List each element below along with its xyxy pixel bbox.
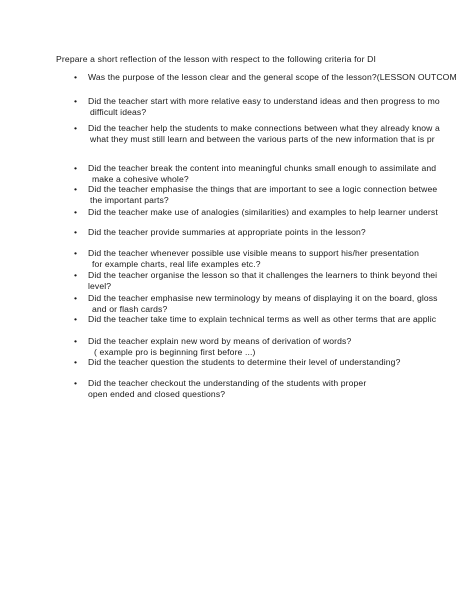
criteria-question: Did the teacher explain new word by means of derivation of words? (88, 336, 352, 346)
criteria-question: Did the teacher break the content into meaningful chunks small enough to assimilate and (88, 163, 437, 173)
bullet-icon: • (74, 270, 78, 280)
criteria-question: Did the teacher question the students to determine their level of understanding? (88, 357, 401, 367)
criteria-item (0, 72, 474, 83)
bullet-icon: • (74, 293, 78, 303)
criteria-question-continuation: difficult ideas? (90, 106, 147, 117)
criteria-item (0, 357, 474, 368)
intro-text: Prepare a short reflection of the lesson with respect to the following criteria for DI (56, 54, 377, 64)
bullet-icon: • (74, 314, 78, 324)
criteria-question-continuation: and or flash cards? (92, 303, 168, 314)
bullet-icon: • (74, 378, 78, 388)
criteria-item (0, 248, 474, 269)
bullet-icon: • (74, 336, 78, 346)
criteria-question-continuation: ( example pro is beginning first before ...) (94, 346, 256, 357)
criteria-question: Did the teacher emphasise new terminology by means of displaying it on the board, gloss (88, 293, 438, 303)
criteria-item (0, 314, 474, 325)
criteria-question-continuation: the important parts? (90, 194, 169, 205)
criteria-item (0, 184, 474, 205)
criteria-item (0, 123, 474, 144)
criteria-item (0, 96, 474, 117)
criteria-item (0, 270, 474, 291)
criteria-question: Did the teacher organise the lesson so that it challenges the learners to think beyond thei (88, 270, 438, 280)
bullet-icon: • (74, 357, 78, 367)
criteria-question: Did the teacher start with more relative easy to understand ideas and then progress to mo (88, 96, 440, 106)
criteria-question: Was the purpose of the lesson clear and the general scope of the lesson?(LESSON OUTCOM (88, 72, 457, 82)
criteria-question-continuation: make a cohesive whole? (92, 173, 189, 184)
criteria-item (0, 378, 474, 399)
bullet-icon: • (74, 163, 78, 173)
bullet-icon: • (74, 248, 78, 258)
criteria-question-continuation: open ended and closed questions? (88, 388, 226, 399)
criteria-item (0, 163, 474, 184)
bullet-icon: • (74, 123, 78, 133)
bullet-icon: • (74, 96, 78, 106)
criteria-question: Did the teacher provide summaries at appropriate points in the lesson? (88, 227, 366, 237)
criteria-item (0, 336, 474, 357)
bullet-icon: • (74, 207, 78, 217)
bullet-icon: • (74, 227, 78, 237)
criteria-question: Did the teacher help the students to make connections between what they already know a (88, 123, 440, 133)
criteria-item (0, 293, 474, 314)
criteria-question-continuation: level? (88, 280, 112, 291)
bullet-icon: • (74, 72, 78, 82)
bullet-icon: • (74, 184, 78, 194)
criteria-item (0, 207, 474, 218)
criteria-item (0, 227, 474, 238)
criteria-question: Did the teacher make use of analogies (similarities) and examples to help learner underst (88, 207, 438, 217)
criteria-question: Did the teacher checkout the understanding of the students with proper (88, 378, 367, 388)
criteria-question: Did the teacher emphasise the things that are important to see a logic connection betwee (88, 184, 438, 194)
criteria-question-continuation: for example charts, real life examples etc.? (92, 258, 261, 269)
criteria-question: Did the teacher take time to explain technical terms as well as other terms that are applic (88, 314, 437, 324)
criteria-question: Did the teacher whenever possible use visible means to support his/her presentation (88, 248, 419, 258)
criteria-question-continuation: what they must still learn and between the various parts of the new information that is pr (90, 133, 435, 144)
